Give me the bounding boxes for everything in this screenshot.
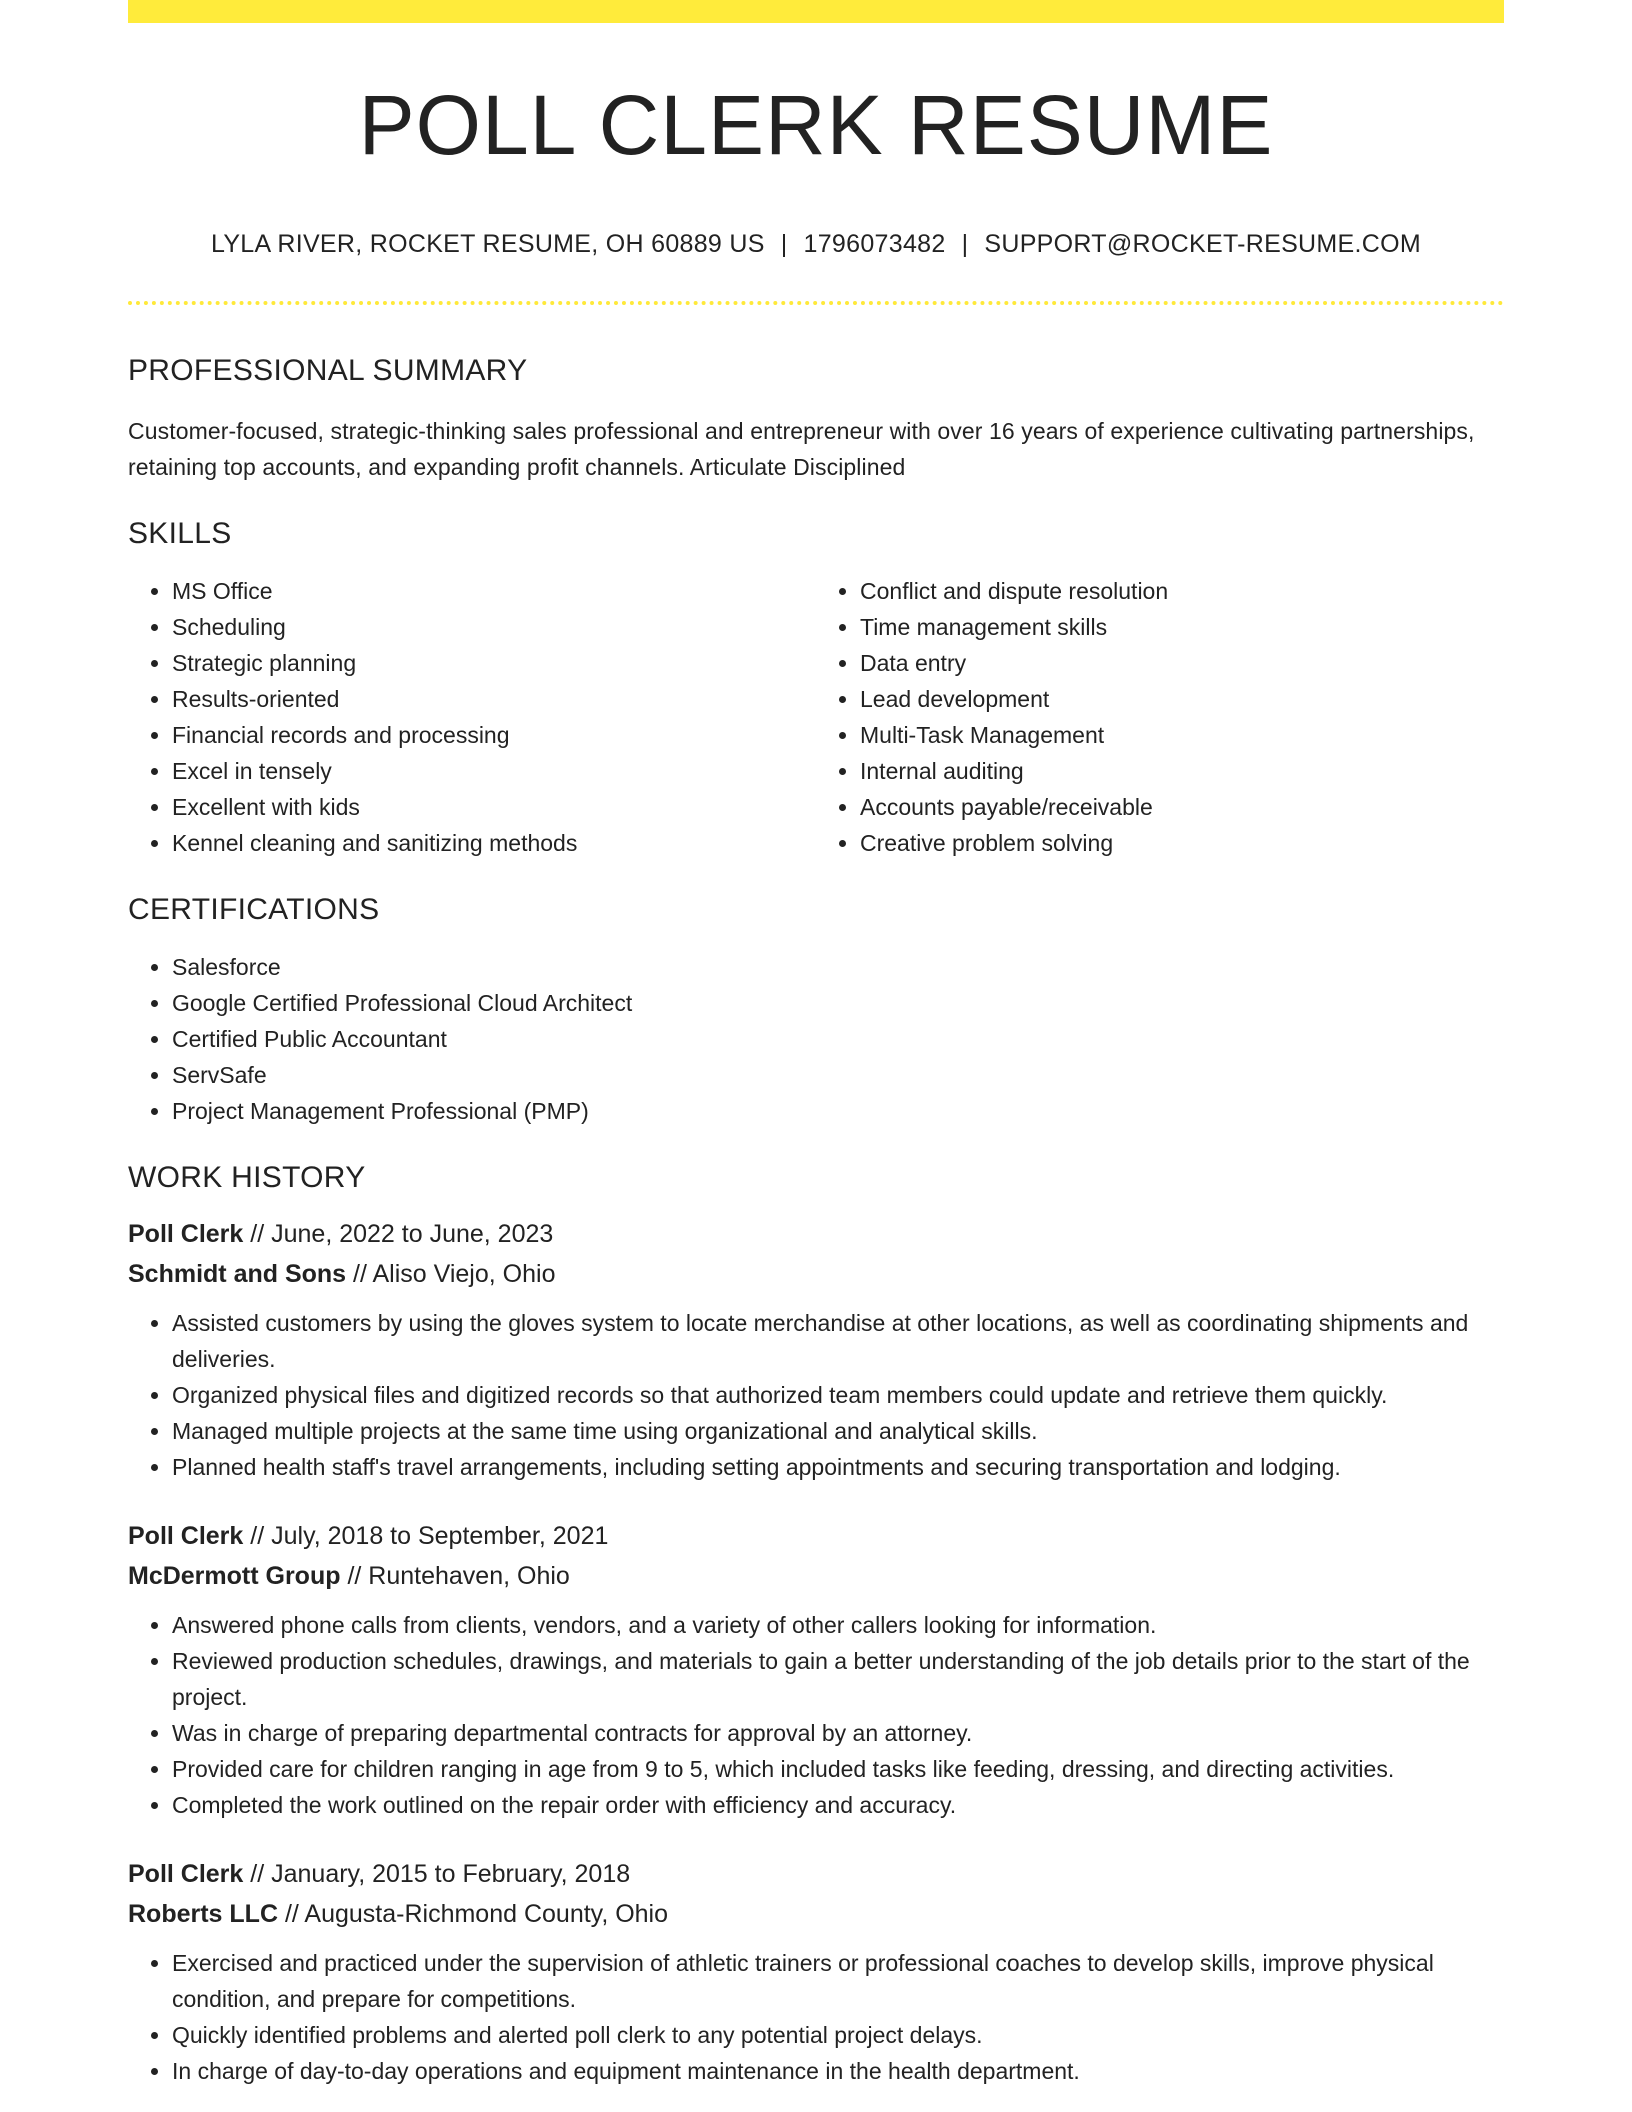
contact-phone: 1796073482 xyxy=(803,230,946,258)
job-bullet: • Planned health staff's travel arrangements, including setting appointments and securing transportation and lodging. xyxy=(172,1449,1504,1485)
skill-item: • Results-oriented xyxy=(172,681,816,717)
page-title: POLL CLERK RESUME xyxy=(358,78,1274,172)
contact-line xyxy=(128,230,1504,259)
job-entry xyxy=(128,1516,1504,1823)
job-bullet: • Reviewed production schedules, drawings, and materials to gain a better understanding of the job details prior to the start of the project. xyxy=(172,1643,1504,1715)
certification-item: • ServSafe xyxy=(172,1057,1504,1093)
job-company: McDermott Group xyxy=(128,1562,341,1590)
work-history-heading: WORK HISTORY xyxy=(128,1161,366,1194)
job-header xyxy=(128,1214,1504,1294)
skill-item: • Conflict and dispute resolution xyxy=(860,573,1504,609)
skill-item: • Creative problem solving xyxy=(860,825,1504,861)
job-dates: // July, 2018 to September, 2021 xyxy=(243,1522,609,1550)
job-title-line xyxy=(128,1214,1504,1254)
summary-heading: PROFESSIONAL SUMMARY xyxy=(128,354,528,387)
job-entry xyxy=(128,1214,1504,1485)
contact-email: SUPPORT@ROCKET-RESUME.COM xyxy=(984,230,1421,258)
certifications-heading: CERTIFICATIONS xyxy=(128,893,380,926)
job-company-line xyxy=(128,1894,1504,1934)
summary-text: Customer-focused, strategic-thinking sales professional and entrepreneur with over 16 years of experience cultivating partnerships, retaining top accounts, and expanding profit channels. Articulate Disciplined xyxy=(128,418,1475,480)
job-entry xyxy=(128,1854,1504,2089)
skill-item: • MS Office xyxy=(172,573,816,609)
certification-item: • Salesforce xyxy=(172,949,1504,985)
job-title-line xyxy=(128,1516,1504,1556)
job-bullet: • Exercised and practiced under the supervision of athletic trainers or professional coaches to develop skills, improve physical condition, and prepare for competitions. xyxy=(172,1945,1504,2017)
resume-page xyxy=(128,0,1504,2089)
dotted-divider xyxy=(128,301,1504,305)
job-dates: // January, 2015 to February, 2018 xyxy=(243,1860,631,1888)
job-company: Schmidt and Sons xyxy=(128,1260,347,1288)
skill-item: • Time management skills xyxy=(860,609,1504,645)
job-bullet: • Managed multiple projects at the same time using organizational and analytical skills. xyxy=(172,1413,1504,1449)
job-header xyxy=(128,1854,1504,1934)
skills-heading: SKILLS xyxy=(128,517,232,550)
contact-separator: | xyxy=(780,230,788,258)
job-bullet: • Answered phone calls from clients, vendors, and a variety of other callers looking for information. xyxy=(172,1607,1504,1643)
certification-item: • Project Management Professional (PMP) xyxy=(172,1093,1504,1129)
certification-item: • Certified Public Accountant xyxy=(172,1021,1504,1057)
job-location: // Augusta-Richmond County, Ohio xyxy=(278,1900,669,1928)
job-location: // Aliso Viejo, Ohio xyxy=(346,1260,556,1288)
job-bullet: • Provided care for children ranging in age from 9 to 5, which included tasks like feeding, dressing, and directing activities. xyxy=(172,1751,1504,1787)
job-company-line xyxy=(128,1254,1504,1294)
certification-item: • Google Certified Professional Cloud Architect xyxy=(172,985,1504,1021)
skill-item: • Excel in tensely xyxy=(172,753,816,789)
certifications-list xyxy=(128,949,1504,1129)
job-title: Poll Clerk xyxy=(128,1522,244,1550)
skill-item: • Data entry xyxy=(860,645,1504,681)
job-company-line xyxy=(128,1556,1504,1596)
job-location: // Runtehaven, Ohio xyxy=(340,1562,570,1590)
job-bullet: • Quickly identified problems and alerted poll clerk to any potential project delays. xyxy=(172,2017,1504,2053)
job-bullets xyxy=(128,1305,1504,1485)
skill-item: • Internal auditing xyxy=(860,753,1504,789)
skills-list-left xyxy=(128,573,816,861)
job-header xyxy=(128,1516,1504,1596)
contact-address: LYLA RIVER, ROCKET RESUME, OH 60889 US xyxy=(210,230,765,258)
job-bullets xyxy=(128,1945,1504,2089)
job-company: Roberts LLC xyxy=(128,1900,278,1928)
job-title: Poll Clerk xyxy=(128,1860,244,1888)
job-bullet: • Organized physical files and digitized records so that authorized team members could update and retrieve them quickly. xyxy=(172,1377,1504,1413)
job-bullets xyxy=(128,1607,1504,1823)
job-bullet: • Was in charge of preparing departmental contracts for approval by an attorney. xyxy=(172,1715,1504,1751)
contact-separator: | xyxy=(961,230,969,258)
job-bullet: • In charge of day-to-day operations and equipment maintenance in the health department. xyxy=(172,2053,1504,2089)
skill-item: • Multi-Task Management xyxy=(860,717,1504,753)
top-accent-bar xyxy=(128,0,1504,23)
job-title-line xyxy=(128,1854,1504,1894)
skill-item: • Accounts payable/receivable xyxy=(860,789,1504,825)
skills-grid xyxy=(128,573,1504,861)
skill-item: • Strategic planning xyxy=(172,645,816,681)
job-bullet: • Assisted customers by using the gloves system to locate merchandise at other locations, as well as coordinating shipments and deliveries. xyxy=(172,1305,1504,1377)
skill-item: • Kennel cleaning and sanitizing methods xyxy=(172,825,816,861)
skills-list-right xyxy=(816,573,1504,861)
skill-item: • Financial records and processing xyxy=(172,717,816,753)
skill-item: • Scheduling xyxy=(172,609,816,645)
job-dates: // June, 2022 to June, 2023 xyxy=(243,1220,554,1248)
job-bullet: • Completed the work outlined on the repair order with efficiency and accuracy. xyxy=(172,1787,1504,1823)
job-title: Poll Clerk xyxy=(128,1220,244,1248)
skill-item: • Lead development xyxy=(860,681,1504,717)
skill-item: • Excellent with kids xyxy=(172,789,816,825)
